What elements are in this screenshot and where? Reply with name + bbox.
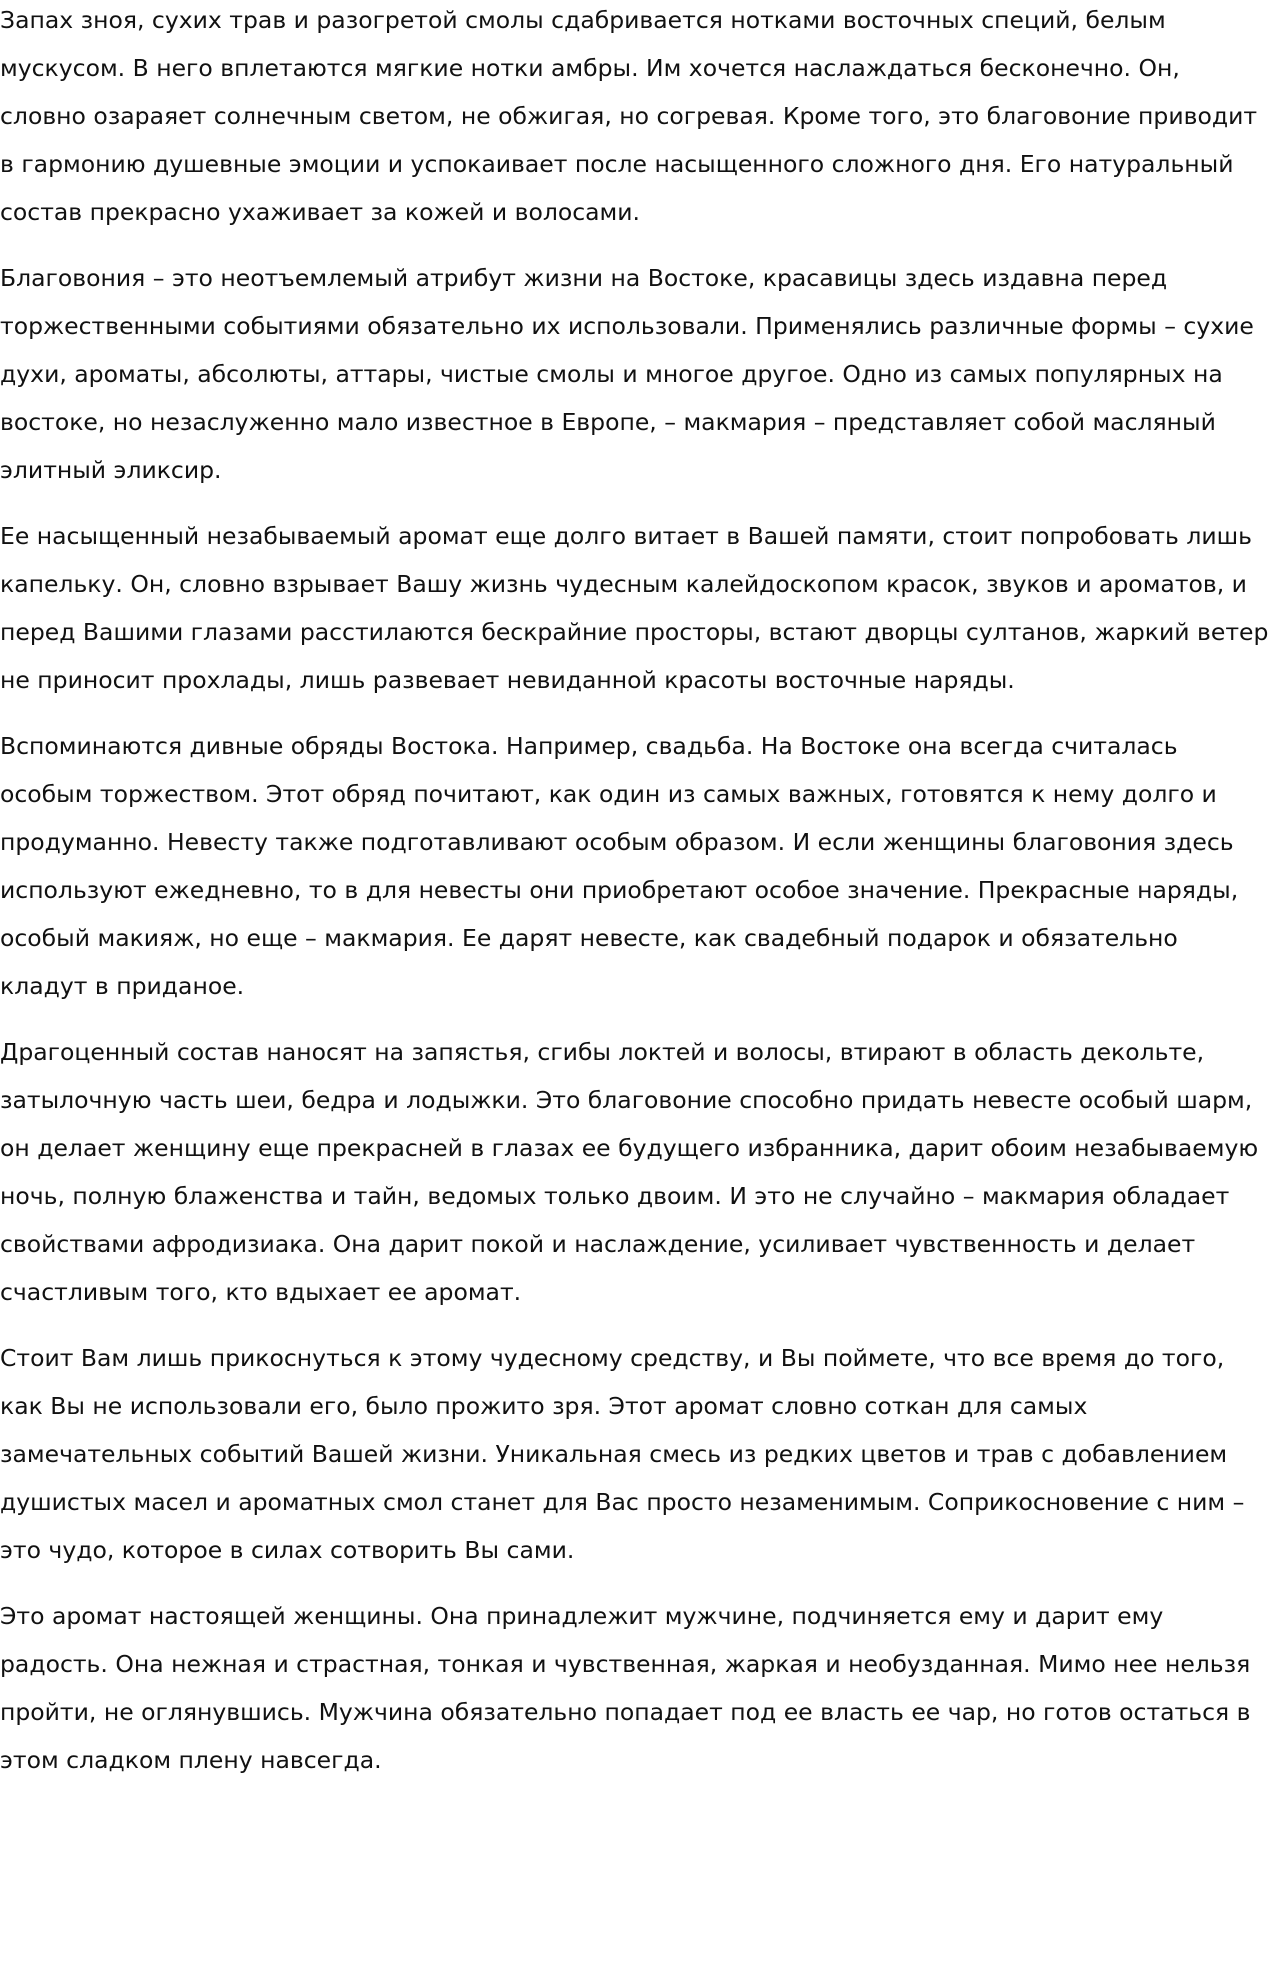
paragraph-2: Благовония – это неотъемлемый атрибут жизни на Востоке, красавицы здесь издавна перед торжественными событиями обязательно их использовали. Применялись различные формы – сухие духи, ароматы, абсолюты, аттары, чистые смолы и многое другое. Одно из самых популярных на востоке, но незаслуженно мало известное в Европе, – макмария – представляет собой масляный элитный эликсир. (0, 264, 1254, 484)
paragraph-6: Стоит Вам лишь прикоснуться к этому чудесному средству, и Вы поймете, что все время до того, как Вы не использовали его, было прожито зря. Этот аромат словно соткан для самых замечательных событий Вашей жизни. Уникальная смесь из редких цветов и трав с добавлением душистых масел и ароматных смол станет для Вас просто незаменимым. Соприкосновение с ним – это чудо, которое в силах сотворить Вы сами. (0, 1344, 1245, 1564)
paragraph-7: Это аромат настоящей женщины. Она принадлежит мужчине, подчиняется ему и дарит ему радость. Она нежная и страстная, тонкая и чувственная, жаркая и необузданная. Мимо нее нельзя пройти, не оглянувшись. Мужчина обязательно попадает под ее власть ее чар, но готов остаться в этом сладком плену навсегда. (0, 1602, 1251, 1774)
paragraph-5: Драгоценный состав наносят на запястья, сгибы локтей и волосы, втирают в область декольте, затылочную часть шеи, бедра и лодыжки. Это благовоние способно придать невесте особый шарм, он делает женщину еще прекрасней в глазах ее будущего избранника, дарит обоим незабываемую ночь, полную блаженства и тайн, ведомых только двоим. И это не случайно – макмария обладает свойствами афродизиака. Она дарит покой и наслаждение, усиливает чувственность и делает счастливым того, кто вдыхает ее аромат. (0, 1038, 1259, 1306)
paragraph-3: Ее насыщенный незабываемый аромат еще долго витает в Вашей памяти, стоит попробовать лишь капельку. Он, словно взрывает Вашу жизнь чудесным калейдоскопом красок, звуков и ароматов, и перед Вашими глазами расстилаются бескрайние просторы, встают дворцы султанов, жаркий ветер не приносит прохлады, лишь развевает невиданной красоты восточные наряды. (0, 522, 1269, 694)
paragraph-1: Запах зноя, сухих трав и разогретой смолы сдабривается нотками восточных специй, белым мускусом. В него вплетаются мягкие нотки амбры. Им хочется наслаждаться бесконечно. Он, словно озараяет солнечным светом, не обжигая, но согревая. Кроме того, это благовоние приводит в гармонию душевные эмоции и успокаивает после насыщенного сложного дня. Его натуральный состав прекрасно ухаживает за кожей и волосами. (0, 6, 1258, 226)
paragraph-4: Вспоминаются дивные обряды Востока. Например, свадьба. На Востоке она всегда считалась особым торжеством. Этот обряд почитают, как один из самых важных, готовятся к нему долго и продуманно. Невесту также подготавливают особым образом. И если женщины благовония здесь используют ежедневно, то в для невесты они приобретают особое значение. Прекрасные наряды, особый макияж, но еще – макмария. Ее дарят невесте, как свадебный подарок и обязательно кладут в приданое. (0, 732, 1239, 1000)
